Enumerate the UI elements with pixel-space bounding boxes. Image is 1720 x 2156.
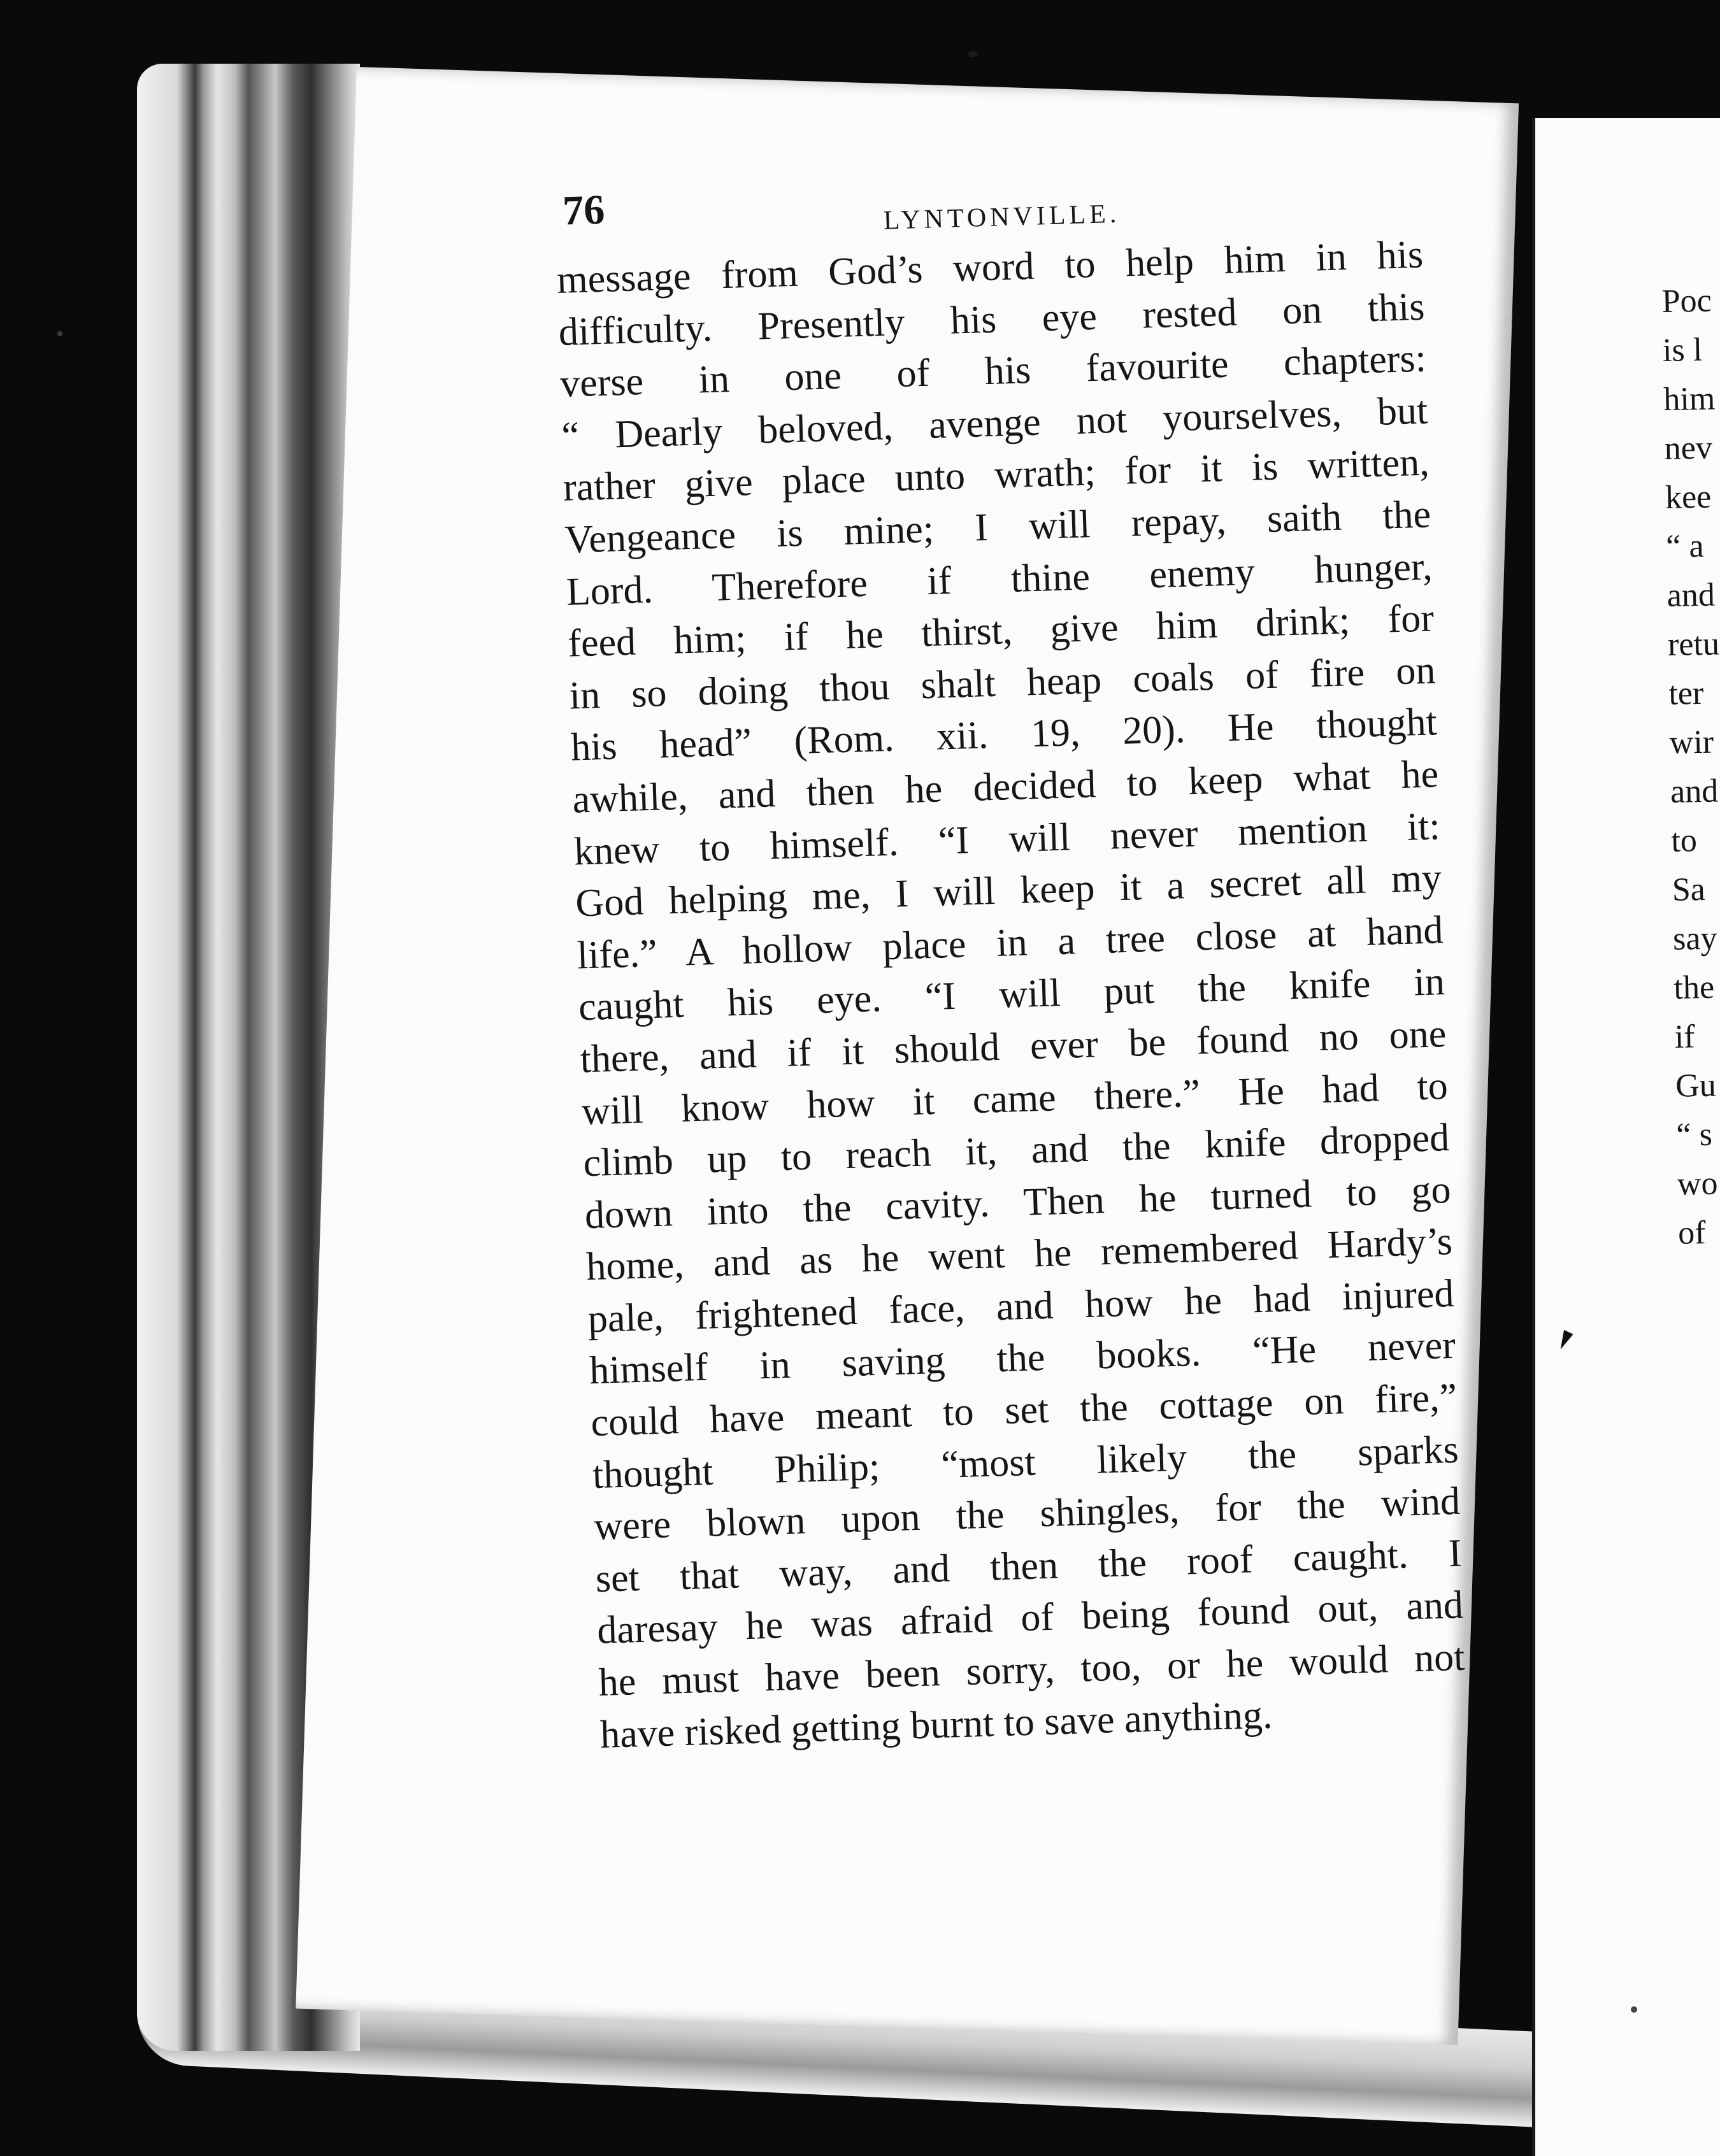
facing-page-fragment: Sa (1672, 871, 1706, 908)
facing-page-fragment: nev (1664, 429, 1713, 467)
facing-page-fragment: kee (1665, 478, 1712, 516)
text-line: daresay he was afraid of being found out, and (596, 1583, 1464, 1653)
text-line: will know how it came there.” He had to (581, 1064, 1449, 1133)
facing-page-fragment: “ s (1676, 1116, 1713, 1153)
facing-page-fragment: the (1673, 969, 1715, 1006)
facing-page-fragment: Poc (1661, 282, 1712, 320)
text-line: have risked getting burnt to save anything. (599, 1693, 1273, 1757)
text-line: could have meant to set the cottage on fire,” (590, 1375, 1458, 1445)
facing-page-fragment: to (1670, 822, 1698, 859)
text-line: “ Dearly beloved, avenge not yourselves, but (561, 389, 1429, 458)
facing-page-fragment: retu (1667, 625, 1720, 663)
body-text (556, 229, 1467, 1762)
text-line: rather give place unto wrath; for it is written, (563, 440, 1430, 510)
text-line: there, and if it should ever be found no one (579, 1011, 1447, 1082)
text-line: life.” A hollow place in a tree close at hand (576, 908, 1444, 978)
text-line: his head” (Rom. xii. 19, 20). He thought (570, 700, 1438, 769)
text-line: God helping me, I will keep it a secret all my (575, 856, 1442, 925)
text-line: verse in one of his favourite chapters: (559, 336, 1427, 406)
facing-page-fragment: Gu (1675, 1067, 1717, 1104)
text-line: in so doing thou shalt heap coals of fire on (568, 648, 1437, 718)
text-line: were blown upon the shingles, for the wind (593, 1479, 1461, 1549)
text-line: knew to himself. “I will never mention it: (573, 804, 1441, 874)
facing-page-fragment: “ a (1665, 527, 1705, 565)
page-content (554, 159, 1467, 1761)
facing-page-fragment: of (1677, 1215, 1707, 1252)
text-line: pale, frightened face, and how he had injured (587, 1271, 1455, 1341)
facing-page-fragment: and (1670, 773, 1719, 810)
text-line: down into the cavity. Then he turned to go (584, 1167, 1452, 1237)
text-line: climb up to reach it, and the knife dropped (582, 1116, 1451, 1185)
facing-page-fragment: ter (1668, 675, 1704, 712)
text-line: set that way, and then the roof caught. I (594, 1531, 1463, 1601)
text-line: Lord. Therefore if thine enemy hunger, (565, 544, 1433, 614)
text-line: home, and as he went he remembered Hardy’s (585, 1220, 1453, 1289)
text-line: difficulty. Presently his eye rested on this (557, 285, 1426, 354)
text-line: awhile, and then he decided to keep what he (571, 752, 1440, 822)
dust-speck (1631, 2006, 1637, 2013)
facing-page-fragment: is l (1662, 331, 1703, 369)
facing-page-fragment: wir (1669, 724, 1714, 761)
facing-page-fragment: him (1663, 380, 1716, 418)
text-line: caught his eye. “I will put the knife in (578, 960, 1445, 1029)
facing-page-fragment: and (1666, 576, 1716, 614)
page-number: 76 (562, 186, 606, 234)
facing-page-fragment: wo (1677, 1165, 1718, 1203)
facing-page-fragment: say (1672, 920, 1717, 957)
text-line: message from God’s word to help him in his (556, 232, 1424, 302)
running-title: LYNTONVILLE. (883, 199, 1121, 236)
text-line: Vengeance is mine; I will repay, saith the (564, 492, 1431, 562)
text-line: feed him; if he thirst, give him drink; for (567, 596, 1435, 666)
dust-speck (57, 331, 62, 336)
facing-page-fragment: if (1674, 1018, 1696, 1055)
text-line: himself in saving the books. “He never (589, 1324, 1456, 1393)
dust-speck (968, 51, 977, 57)
text-line: thought Philip; “most likely the sparks (592, 1427, 1459, 1497)
text-line: he must have been sorry, too, or he would not (598, 1635, 1466, 1704)
